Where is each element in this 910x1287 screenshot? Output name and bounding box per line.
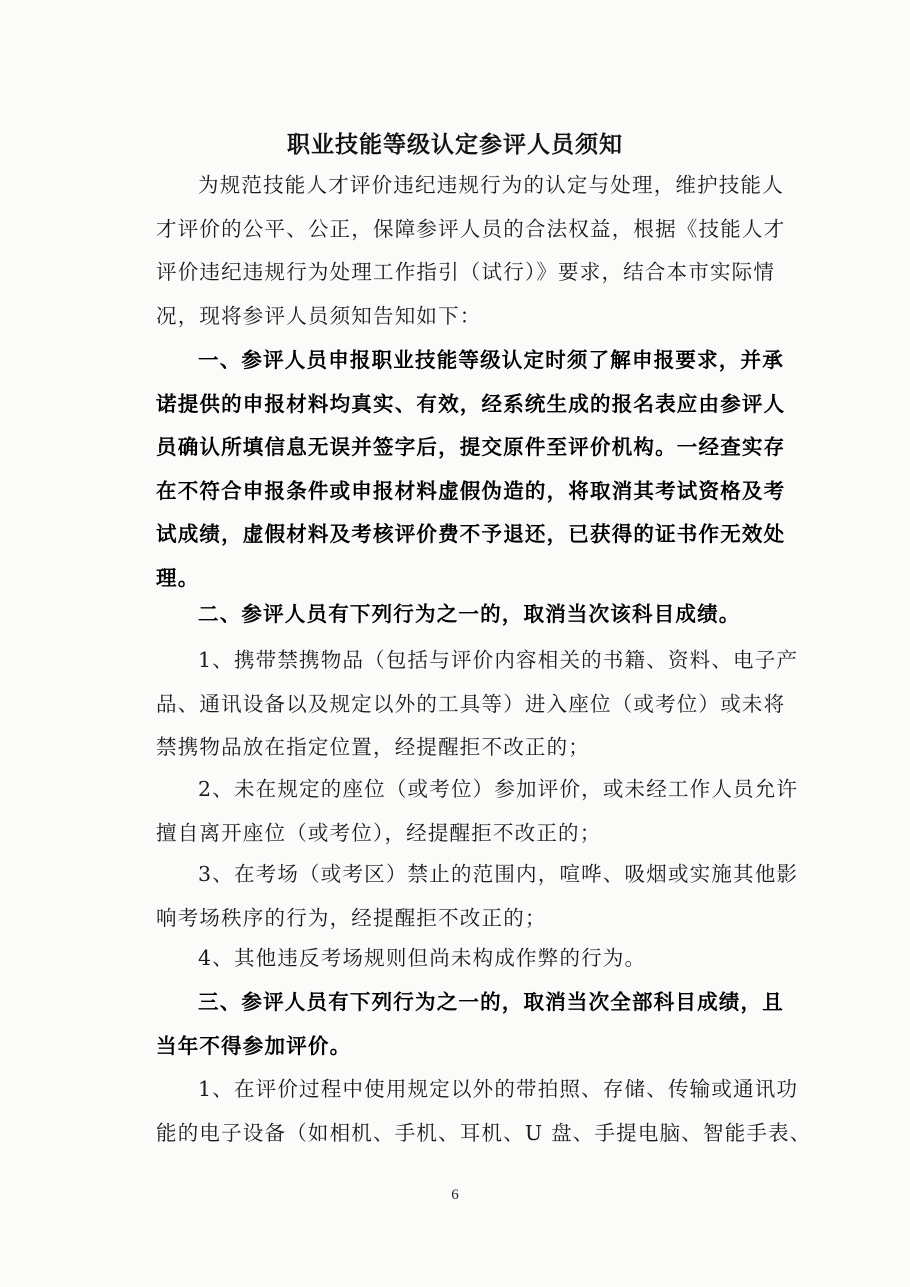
section-2-item-4 <box>0 937 646 981</box>
text-line: 二、参评人员有下列行为之一的，取消当次该科目成绩。 <box>198 602 741 626</box>
text-line: 员确认所填信息无误并签字后，提交原件至评价机构。一经查实存 <box>156 435 786 459</box>
text-line: 3、在考场（或考区）禁止的范围内，喧哗、吸烟或实施其他影 <box>198 862 799 886</box>
text-line: 能的电子设备（如相机、手机、耳机、U 盘、手提电脑、智能手表、 <box>156 1120 812 1145</box>
text-line: 诺提供的申报材料均真实、有效，经系统生成的报名表应由参评人 <box>156 391 786 416</box>
section-3-item-1 <box>0 1068 812 1155</box>
section-3-heading <box>0 981 784 1068</box>
text-line: 在不符合申报条件或申报材料虚假伪造的，将取消其考试资格及考 <box>156 478 786 503</box>
intro-paragraph <box>0 164 785 338</box>
text-line: 品、通讯设备以及规定以外的工具等）进入座位（或考位）或未将 <box>156 691 786 716</box>
text-line: 2、未在规定的座位（或考位）参加评价，或未经工作人员允许 <box>198 777 799 801</box>
text-line: 1、在评价过程中使用规定以外的带拍照、存储、传输或通讯功 <box>198 1077 799 1101</box>
text-line: 当年不得参加评价。 <box>156 1033 352 1058</box>
document-title: 职业技能等级认定参评人员须知 <box>287 131 623 158</box>
text-line: 禁携物品放在指定位置，经提醒拒不改正的； <box>156 735 590 759</box>
text-line: 响考场秩序的行为，经提醒拒不改正的； <box>156 905 547 930</box>
text-line: 擅自离开座位（或考位），经提醒拒不改正的； <box>156 820 602 845</box>
text-line: 三、参评人员有下列行为之一的，取消当次全部科目成绩，且 <box>198 990 784 1014</box>
section-1-paragraph <box>0 339 785 600</box>
text-line: 才评价的公平、公正，保障参评人员的合法权益，根据《技能人才 <box>156 216 786 241</box>
text-line: 一、参评人员申报职业技能等级认定时须了解申报要求，并承 <box>198 348 784 372</box>
text-line: 况，现将参评人员须知告知如下： <box>156 303 482 328</box>
text-line: 1、携带禁携物品（包括与评价内容相关的书籍、资料、电子产 <box>198 648 799 672</box>
page-number: 6 <box>451 1187 459 1203</box>
text-line: 理。 <box>156 565 200 590</box>
text-line: 为规范技能人才评价违纪违规行为的认定与处理，维护技能人 <box>198 173 784 197</box>
text-line: 试成绩，虚假材料及考核评价费不予退还，已获得的证书作无效处 <box>156 522 786 546</box>
section-2-item-1 <box>0 639 798 770</box>
section-2-item-3 <box>0 853 798 940</box>
text-line: 评价违纪违规行为处理工作指引（试行）》要求，结合本市实际情 <box>156 260 776 284</box>
section-2-item-2 <box>0 768 798 855</box>
text-line: 4、其他违反考场规则但尚未构成作弊的行为。 <box>198 946 647 970</box>
section-2-heading <box>0 593 741 637</box>
